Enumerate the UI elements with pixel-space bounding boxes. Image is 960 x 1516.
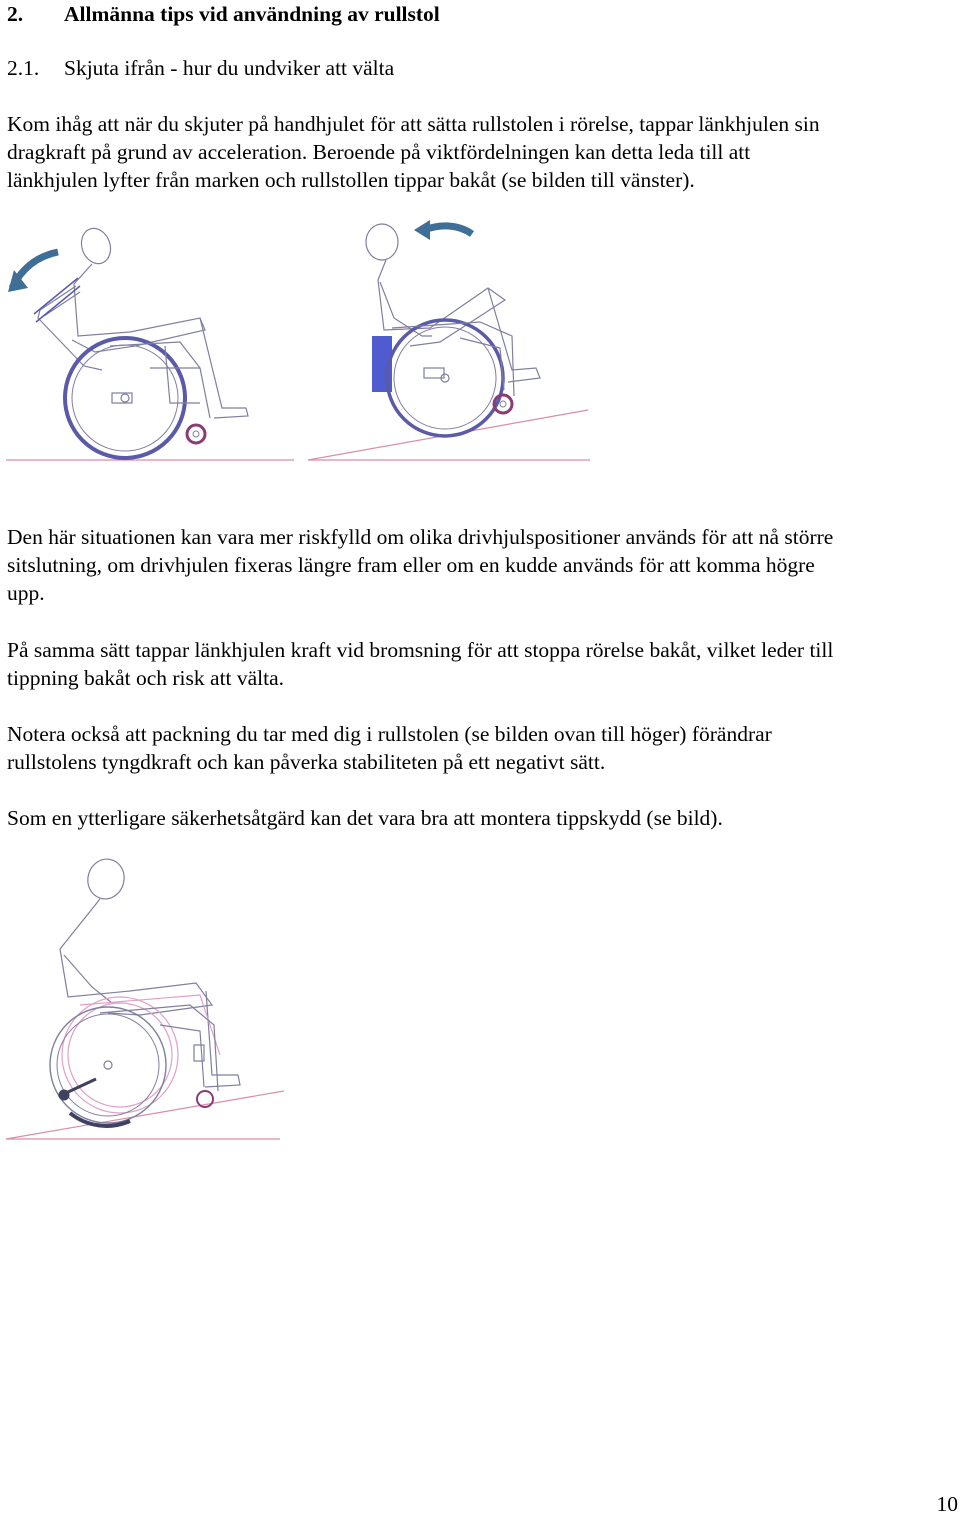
- paragraph-line: Den här situationen kan vara mer riskfylld om olika drivhjulspositioner används för att nå större: [7, 525, 834, 549]
- intro-line: länkhjulen lyfter från marken och rullstollen tippar bakåt (se bilden till vänster).: [7, 168, 695, 192]
- paragraph-line: tippning bakåt och risk att välta.: [7, 666, 285, 690]
- subsection-title: Skjuta ifrån - hur du undviker att välta: [64, 56, 395, 80]
- figure-tipping-backward: [0, 218, 300, 468]
- tilt-arrow-icon: [424, 226, 472, 234]
- wheelchair: [50, 1005, 218, 1126]
- paragraph-line: rullstolens tyngdkraft och kan påverka stabiliteten på ett negativt sätt.: [7, 750, 606, 774]
- slope-line: [6, 1091, 284, 1139]
- intro-line: Kom ihåg att när du skjuter på handhjulet för att sätta rullstolen i rörelse, tappar länkhjulen sin: [7, 112, 820, 136]
- intro-line: dragkraft på grund av acceleration. Beroende på viktfördelningen kan detta leda till att: [7, 140, 751, 164]
- person-figure: [60, 855, 240, 1087]
- figure-anti-tip: [0, 855, 300, 1155]
- section-number: 2.: [7, 2, 24, 26]
- tilt-arrow-head-icon: [414, 220, 430, 240]
- page-number: 10: [936, 1492, 958, 1516]
- anti-tip-device-icon: [60, 1079, 96, 1099]
- paragraph-line: Som en ytterligare säkerhetsåtgärd kan det vara bra att montera tippskydd (se bild).: [7, 806, 723, 830]
- subsection-number: 2.1.: [7, 56, 40, 80]
- person-figure: [38, 224, 248, 418]
- figure-slope-with-bag: [300, 218, 600, 468]
- paragraph-line: sitslutning, om drivhjulen fixeras längre fram eller om en kudde används för att komma högre: [7, 553, 815, 577]
- paragraph-line: upp.: [7, 581, 45, 605]
- subsection-heading: [7, 54, 394, 82]
- section-heading: [7, 0, 440, 28]
- ghost-wheelchair: [62, 995, 220, 1113]
- arm-highlight: [34, 278, 80, 322]
- paragraph-line: Notera också att packning du tar med dig i rullstolen (se bilden ovan till höger) förändrar: [7, 722, 772, 746]
- paragraph-line: På samma sätt tappar länkhjulen kraft vid bromsning för att stoppa rörelse bakåt, vilket leder till: [7, 638, 834, 662]
- section-title: Allmänna tips vid användning av rullstol: [64, 2, 440, 26]
- wheelchair: [387, 320, 514, 436]
- wheelchair: [65, 338, 210, 458]
